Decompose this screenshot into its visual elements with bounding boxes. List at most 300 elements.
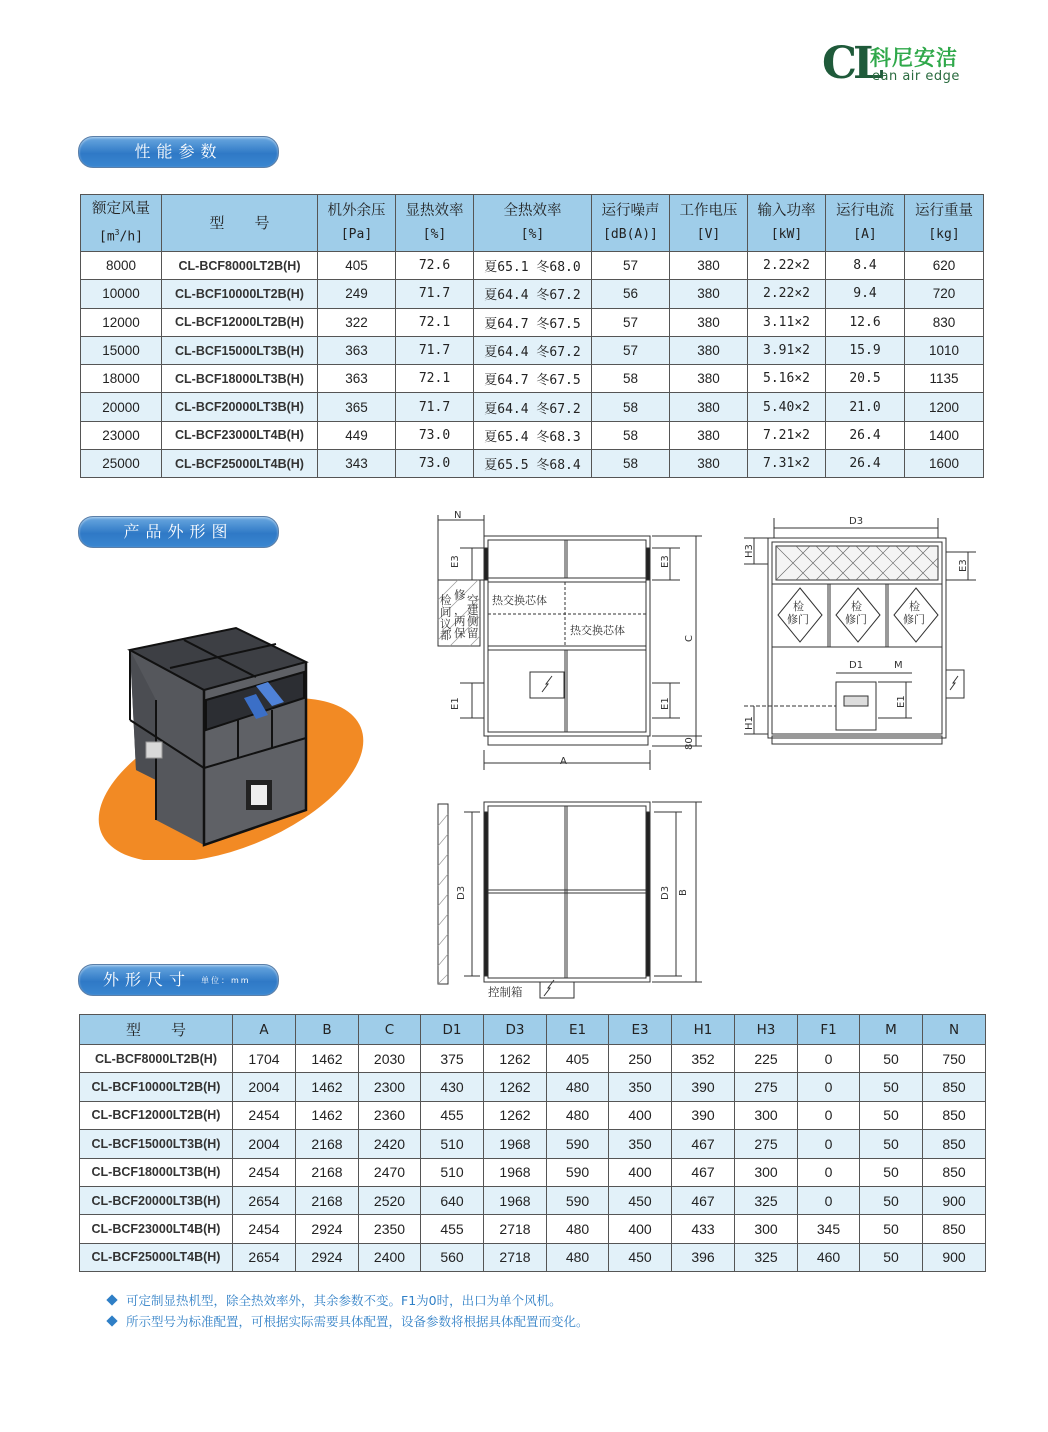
diamond-bullet-icon bbox=[106, 1315, 117, 1326]
model-cell: CL-BCF10000LT2B(H) bbox=[162, 280, 318, 308]
table-cell: 1968 bbox=[484, 1130, 547, 1158]
header-title: 输入功率 bbox=[757, 203, 816, 219]
diamond-bullet-icon bbox=[106, 1294, 117, 1305]
table-cell: 275 bbox=[735, 1130, 798, 1158]
table-row bbox=[81, 308, 984, 336]
table-cell: 850 bbox=[923, 1215, 986, 1243]
table-cell: 0 bbox=[798, 1130, 860, 1158]
table-cell: 363 bbox=[318, 365, 396, 393]
table-cell: 夏65.4 冬68.3 bbox=[474, 421, 592, 449]
table-cell: 0 bbox=[798, 1045, 860, 1073]
table-cell: 455 bbox=[421, 1215, 484, 1243]
header-title: 运行重量 bbox=[915, 203, 973, 219]
table-cell: 590 bbox=[547, 1158, 609, 1186]
table-cell: 72.6 bbox=[396, 252, 474, 280]
table-cell: 50 bbox=[860, 1215, 923, 1243]
table-cell: 450 bbox=[609, 1186, 672, 1214]
header-model bbox=[162, 195, 318, 252]
table-cell: 2004 bbox=[233, 1073, 296, 1101]
label-H1: H1 bbox=[744, 716, 755, 730]
table-cell: 380 bbox=[670, 336, 748, 364]
table-cell: 5.16×2 bbox=[748, 365, 826, 393]
model-cell: CL-BCF20000LT3B(H) bbox=[162, 393, 318, 421]
footnote-item bbox=[108, 1311, 589, 1332]
table-cell: 50 bbox=[860, 1130, 923, 1158]
label-A: A bbox=[560, 756, 567, 767]
table-cell: 夏65.1 冬68.0 bbox=[474, 252, 592, 280]
table-cell: 300 bbox=[735, 1215, 798, 1243]
header-col bbox=[826, 195, 905, 252]
air-outlet-inner bbox=[251, 785, 267, 805]
product-illustration bbox=[96, 620, 371, 860]
table-cell: 560 bbox=[421, 1243, 484, 1271]
header-model: 型 号 bbox=[80, 1015, 233, 1045]
table-cell: 380 bbox=[670, 280, 748, 308]
table-cell: 72.1 bbox=[396, 365, 474, 393]
label-E1: E1 bbox=[450, 697, 461, 710]
table-cell: 350 bbox=[609, 1130, 672, 1158]
table-cell: 510 bbox=[421, 1130, 484, 1158]
table-cell: 0 bbox=[798, 1101, 860, 1129]
header-col bbox=[748, 195, 826, 252]
table-cell: 5.40×2 bbox=[748, 393, 826, 421]
table-cell: 2470 bbox=[359, 1158, 421, 1186]
model-cell: CL-BCF15000LT3B(H) bbox=[80, 1130, 233, 1158]
table-cell: 380 bbox=[670, 252, 748, 280]
label-D3: D3 bbox=[660, 885, 671, 900]
table-cell: 1262 bbox=[484, 1073, 547, 1101]
table-cell: 433 bbox=[672, 1215, 735, 1243]
char: ， bbox=[454, 603, 466, 617]
table-cell: 56 bbox=[592, 280, 670, 308]
table-cell: 2168 bbox=[296, 1130, 359, 1158]
table-cell: 50 bbox=[860, 1243, 923, 1271]
table-cell: 640 bbox=[421, 1186, 484, 1214]
outlet-flange bbox=[646, 548, 650, 580]
table-row bbox=[80, 1158, 986, 1186]
table-cell: 2300 bbox=[359, 1073, 421, 1101]
section-title-performance bbox=[78, 136, 279, 168]
table-row bbox=[80, 1215, 986, 1243]
label-E3: E3 bbox=[660, 555, 671, 568]
header-title: 型 号 bbox=[209, 213, 270, 232]
table-row bbox=[81, 365, 984, 393]
table-cell: 390 bbox=[672, 1101, 735, 1129]
unit-sup: 3 bbox=[114, 227, 120, 237]
header-unit: [Pa] bbox=[340, 227, 373, 242]
door-label: 修门 bbox=[903, 613, 925, 626]
table-row bbox=[80, 1073, 986, 1101]
table-cell: 405 bbox=[318, 252, 396, 280]
table-cell: 300 bbox=[735, 1158, 798, 1186]
table-cell: 400 bbox=[609, 1215, 672, 1243]
table-row bbox=[81, 421, 984, 449]
model-cell: CL-BCF18000LT3B(H) bbox=[162, 365, 318, 393]
table-cell: 380 bbox=[670, 450, 748, 478]
table-cell: 2350 bbox=[359, 1215, 421, 1243]
label-heat-core: 热交换芯体 bbox=[570, 624, 625, 637]
table-cell: 460 bbox=[798, 1243, 860, 1271]
table-cell: 10000 bbox=[81, 280, 162, 308]
section-title-text: 产品外形图 bbox=[123, 522, 234, 541]
table-cell: 73.0 bbox=[396, 421, 474, 449]
model-cell: CL-BCF10000LT2B(H) bbox=[80, 1073, 233, 1101]
table-cell: 26.4 bbox=[826, 421, 905, 449]
table-row bbox=[80, 1243, 986, 1271]
table-cell: 850 bbox=[923, 1130, 986, 1158]
table-cell: 18000 bbox=[81, 365, 162, 393]
table-cell: 467 bbox=[672, 1186, 735, 1214]
header-col: D3 bbox=[484, 1015, 547, 1045]
table-cell: 58 bbox=[592, 421, 670, 449]
table-cell: 343 bbox=[318, 450, 396, 478]
table-row bbox=[81, 280, 984, 308]
table-cell: 1462 bbox=[296, 1045, 359, 1073]
header-title: 额定风量 bbox=[92, 200, 150, 217]
table-cell: 322 bbox=[318, 308, 396, 336]
model-cell: CL-BCF18000LT3B(H) bbox=[80, 1158, 233, 1186]
model-cell: CL-BCF15000LT3B(H) bbox=[162, 336, 318, 364]
header-unit bbox=[81, 221, 161, 248]
model-cell: CL-BCF23000LT4B(H) bbox=[80, 1215, 233, 1243]
performance-table bbox=[80, 194, 984, 478]
table-cell: 夏64.7 冬67.5 bbox=[474, 365, 592, 393]
door-label: 修门 bbox=[787, 613, 809, 626]
table-cell: 12000 bbox=[81, 308, 162, 336]
control-box bbox=[540, 982, 574, 998]
table-cell: 2400 bbox=[359, 1243, 421, 1271]
table-cell: 1135 bbox=[905, 365, 984, 393]
header-title: 全热效率 bbox=[503, 203, 562, 219]
maintenance-space-label bbox=[440, 588, 479, 642]
label-E1: E1 bbox=[896, 695, 907, 708]
table-cell: 325 bbox=[735, 1243, 798, 1271]
table-header-row bbox=[81, 195, 984, 252]
table-cell: 2454 bbox=[233, 1215, 296, 1243]
table-cell: 2168 bbox=[296, 1186, 359, 1214]
table-cell: 380 bbox=[670, 393, 748, 421]
table-cell: 26.4 bbox=[826, 450, 905, 478]
table-cell: 15000 bbox=[81, 336, 162, 364]
table-row bbox=[80, 1130, 986, 1158]
table-cell: 467 bbox=[672, 1158, 735, 1186]
footnote-item bbox=[108, 1290, 589, 1311]
table-cell: 380 bbox=[670, 421, 748, 449]
model-cell: CL-BCF8000LT2B(H) bbox=[162, 252, 318, 280]
table-cell: 7.31×2 bbox=[748, 450, 826, 478]
front-elevation-drawing bbox=[736, 510, 976, 750]
table-cell: 1704 bbox=[233, 1045, 296, 1073]
header-unit: [%] bbox=[422, 227, 447, 242]
table-cell: 2924 bbox=[296, 1215, 359, 1243]
table-row bbox=[80, 1045, 986, 1073]
logo-chinese-name: 科尼安洁 bbox=[870, 46, 958, 70]
table-cell: 1462 bbox=[296, 1101, 359, 1129]
table-row bbox=[81, 393, 984, 421]
footnote-text: 所示型号为标准配置，可根据实际需要具体配置，设备参数将根据具体配置而变化。 bbox=[126, 1314, 589, 1329]
char: 修 bbox=[454, 588, 466, 602]
section-title-dimensions bbox=[78, 964, 279, 996]
table-cell: 3.11×2 bbox=[748, 308, 826, 336]
label-B: B bbox=[678, 889, 689, 896]
header-col: F1 bbox=[798, 1015, 860, 1045]
table-cell: 20000 bbox=[81, 393, 162, 421]
table-cell: 2004 bbox=[233, 1130, 296, 1158]
header-col: E1 bbox=[547, 1015, 609, 1045]
footnotes bbox=[108, 1290, 589, 1332]
header-col: B bbox=[296, 1015, 359, 1045]
table-row bbox=[81, 252, 984, 280]
table-cell: 50 bbox=[860, 1073, 923, 1101]
label-E1: E1 bbox=[660, 697, 671, 710]
header-unit: [kg] bbox=[928, 227, 960, 242]
table-cell: 345 bbox=[798, 1215, 860, 1243]
table-cell: 50 bbox=[860, 1045, 923, 1073]
table-cell: 57 bbox=[592, 252, 670, 280]
table-cell: 15.9 bbox=[826, 336, 905, 364]
table-row bbox=[81, 336, 984, 364]
label-C: C bbox=[684, 635, 695, 642]
char: 间 bbox=[440, 605, 452, 619]
table-cell: 510 bbox=[421, 1158, 484, 1186]
header-col: A bbox=[233, 1015, 296, 1045]
door-label: 检 bbox=[793, 600, 804, 613]
table-cell: 480 bbox=[547, 1101, 609, 1129]
table-cell: 73.0 bbox=[396, 450, 474, 478]
header-col bbox=[905, 195, 984, 252]
table-cell: 400 bbox=[609, 1158, 672, 1186]
table-cell: 58 bbox=[592, 393, 670, 421]
table-cell: 430 bbox=[421, 1073, 484, 1101]
table-cell: 390 bbox=[672, 1073, 735, 1101]
table-cell: 8000 bbox=[81, 252, 162, 280]
table-row bbox=[81, 450, 984, 478]
header-col bbox=[474, 195, 592, 252]
char: 保 bbox=[454, 626, 466, 640]
table-cell: 1968 bbox=[484, 1158, 547, 1186]
table-cell: 467 bbox=[672, 1130, 735, 1158]
table-cell: 365 bbox=[318, 393, 396, 421]
table-cell: 325 bbox=[735, 1186, 798, 1214]
header-unit: [A] bbox=[853, 227, 877, 242]
table-cell: 720 bbox=[905, 280, 984, 308]
table-cell: 396 bbox=[672, 1243, 735, 1271]
table-cell: 7.21×2 bbox=[748, 421, 826, 449]
table-cell: 夏64.4 冬67.2 bbox=[474, 280, 592, 308]
table-row bbox=[80, 1101, 986, 1129]
table-cell: 225 bbox=[735, 1045, 798, 1073]
section-title-main: 外形尺寸 bbox=[103, 970, 192, 989]
header-title: 显热效率 bbox=[405, 203, 464, 219]
table-cell: 夏64.4 冬67.2 bbox=[474, 336, 592, 364]
table-cell: 350 bbox=[609, 1073, 672, 1101]
char: 空 bbox=[467, 593, 479, 607]
label-D3: D3 bbox=[849, 516, 864, 527]
table-cell: 50 bbox=[860, 1186, 923, 1214]
table-cell: 57 bbox=[592, 336, 670, 364]
label-M: M bbox=[894, 660, 903, 671]
header-title: 运行噪声 bbox=[601, 203, 660, 219]
header-unit: [dB(A)] bbox=[603, 227, 658, 242]
table-cell: 71.7 bbox=[396, 280, 474, 308]
table-cell: 750 bbox=[923, 1045, 986, 1073]
table-cell: 21.0 bbox=[826, 393, 905, 421]
table-cell: 2030 bbox=[359, 1045, 421, 1073]
filter-panel bbox=[776, 546, 938, 580]
char: 检 bbox=[440, 593, 452, 607]
table-cell: 2654 bbox=[233, 1243, 296, 1271]
model-cell: CL-BCF12000LT2B(H) bbox=[80, 1101, 233, 1129]
model-cell: CL-BCF23000LT4B(H) bbox=[162, 421, 318, 449]
dimension-table bbox=[79, 1014, 986, 1272]
side-elevation-drawing bbox=[430, 510, 710, 770]
model-cell: CL-BCF20000LT3B(H) bbox=[80, 1186, 233, 1214]
table-cell: 2.22×2 bbox=[748, 252, 826, 280]
header-title: 机外余压 bbox=[327, 203, 386, 219]
header-title: 运行电流 bbox=[836, 203, 894, 219]
footnote-text: 可定制显热机型，除全热效率外，其余参数不变。F1为0时，出口为单个风机。 bbox=[126, 1293, 562, 1308]
header-col: D1 bbox=[421, 1015, 484, 1045]
maintenance-space-hatch bbox=[438, 804, 448, 984]
table-cell: 2360 bbox=[359, 1101, 421, 1129]
table-cell: 2.22×2 bbox=[748, 280, 826, 308]
table-cell: 1400 bbox=[905, 421, 984, 449]
unit-suffix: /h] bbox=[119, 229, 143, 245]
header-unit: [V] bbox=[696, 227, 721, 242]
table-cell: 50 bbox=[860, 1101, 923, 1129]
table-cell: 590 bbox=[547, 1186, 609, 1214]
model-cell: CL-BCF25000LT4B(H) bbox=[162, 450, 318, 478]
table-cell: 455 bbox=[421, 1101, 484, 1129]
table-cell: 2168 bbox=[296, 1158, 359, 1186]
table-cell: 300 bbox=[735, 1101, 798, 1129]
table-cell: 850 bbox=[923, 1101, 986, 1129]
table-row bbox=[80, 1186, 986, 1214]
brand-logo bbox=[822, 38, 982, 89]
unit-prefix: [m bbox=[99, 229, 115, 245]
table-cell: 58 bbox=[592, 450, 670, 478]
char: 留 bbox=[467, 626, 479, 640]
table-cell: 0 bbox=[798, 1186, 860, 1214]
header-col: E3 bbox=[609, 1015, 672, 1045]
label-D1: D1 bbox=[849, 660, 864, 671]
table-cell: 0 bbox=[798, 1073, 860, 1101]
section-title-text bbox=[103, 970, 278, 991]
table-cell: 2924 bbox=[296, 1243, 359, 1271]
door-label: 检 bbox=[909, 600, 920, 613]
header-col bbox=[592, 195, 670, 252]
table-cell: 275 bbox=[735, 1073, 798, 1101]
table-cell: 23000 bbox=[81, 421, 162, 449]
char: 两 bbox=[454, 614, 466, 628]
electric-symbol-icon bbox=[950, 676, 958, 690]
plan-view-drawing bbox=[430, 796, 710, 1004]
table-cell: 830 bbox=[905, 308, 984, 336]
table-cell: 363 bbox=[318, 336, 396, 364]
table-cell: 380 bbox=[670, 365, 748, 393]
table-cell: 夏64.7 冬67.5 bbox=[474, 308, 592, 336]
table-cell: 400 bbox=[609, 1101, 672, 1129]
table-cell: 1262 bbox=[484, 1045, 547, 1073]
table-cell: 480 bbox=[547, 1073, 609, 1101]
table-cell: 480 bbox=[547, 1243, 609, 1271]
table-cell: 12.6 bbox=[826, 308, 905, 336]
logo-mark: CL bbox=[822, 38, 880, 89]
table-cell: 250 bbox=[609, 1045, 672, 1073]
table-cell: 1262 bbox=[484, 1101, 547, 1129]
table-cell: 25000 bbox=[81, 450, 162, 478]
door-label: 修门 bbox=[845, 613, 867, 626]
section-title-unit: 单位：mm bbox=[201, 975, 251, 985]
label-heat-core: 热交换芯体 bbox=[492, 594, 547, 607]
label-base-height: 80 bbox=[684, 737, 695, 750]
logo-tagline: ean air edge bbox=[872, 69, 960, 84]
table-cell: 620 bbox=[905, 252, 984, 280]
table-cell: 352 bbox=[672, 1045, 735, 1073]
table-header-row bbox=[80, 1015, 986, 1045]
table-cell: 2718 bbox=[484, 1215, 547, 1243]
header-col: N bbox=[923, 1015, 986, 1045]
inlet-flange bbox=[484, 812, 488, 976]
char: 都 bbox=[440, 628, 452, 642]
table-cell: 850 bbox=[923, 1158, 986, 1186]
table-cell: 58 bbox=[592, 365, 670, 393]
table-cell: 72.1 bbox=[396, 308, 474, 336]
table-cell: 590 bbox=[547, 1130, 609, 1158]
table-cell: 2420 bbox=[359, 1130, 421, 1158]
control-box-icon bbox=[146, 742, 162, 758]
table-cell: 405 bbox=[547, 1045, 609, 1073]
inlet-flange bbox=[484, 548, 488, 580]
table-cell: 450 bbox=[609, 1243, 672, 1271]
outlet-flange bbox=[646, 812, 650, 976]
table-cell: 2654 bbox=[233, 1186, 296, 1214]
label-N: N bbox=[454, 510, 462, 521]
label-E3: E3 bbox=[450, 555, 461, 568]
header-col: M bbox=[860, 1015, 923, 1045]
table-cell: 2454 bbox=[233, 1101, 296, 1129]
table-cell: 57 bbox=[592, 308, 670, 336]
section-title-text: 性能参数 bbox=[134, 142, 223, 161]
table-cell: 449 bbox=[318, 421, 396, 449]
table-cell: 20.5 bbox=[826, 365, 905, 393]
table-cell: 1968 bbox=[484, 1186, 547, 1214]
table-cell: 249 bbox=[318, 280, 396, 308]
table-cell: 375 bbox=[421, 1045, 484, 1073]
electric-symbol-icon bbox=[542, 676, 552, 692]
table-cell: 1200 bbox=[905, 393, 984, 421]
table-cell: 3.91×2 bbox=[748, 336, 826, 364]
table-cell: 71.7 bbox=[396, 336, 474, 364]
header-airflow bbox=[81, 195, 162, 252]
label-control-box: 控制箱 bbox=[488, 985, 523, 999]
door-label: 检 bbox=[851, 600, 862, 613]
header-title: 工作电压 bbox=[679, 203, 738, 219]
table-cell: 2718 bbox=[484, 1243, 547, 1271]
header-col bbox=[670, 195, 748, 252]
char: 侧 bbox=[467, 614, 479, 628]
header-col bbox=[318, 195, 396, 252]
header-unit: [%] bbox=[520, 227, 545, 242]
table-cell: 0 bbox=[798, 1158, 860, 1186]
header-col: C bbox=[359, 1015, 421, 1045]
table-cell: 1600 bbox=[905, 450, 984, 478]
label-D3: D3 bbox=[456, 885, 467, 900]
table-cell: 71.7 bbox=[396, 393, 474, 421]
header-unit: [kW] bbox=[770, 227, 803, 242]
header-col: H3 bbox=[735, 1015, 798, 1045]
table-cell: 2520 bbox=[359, 1186, 421, 1214]
